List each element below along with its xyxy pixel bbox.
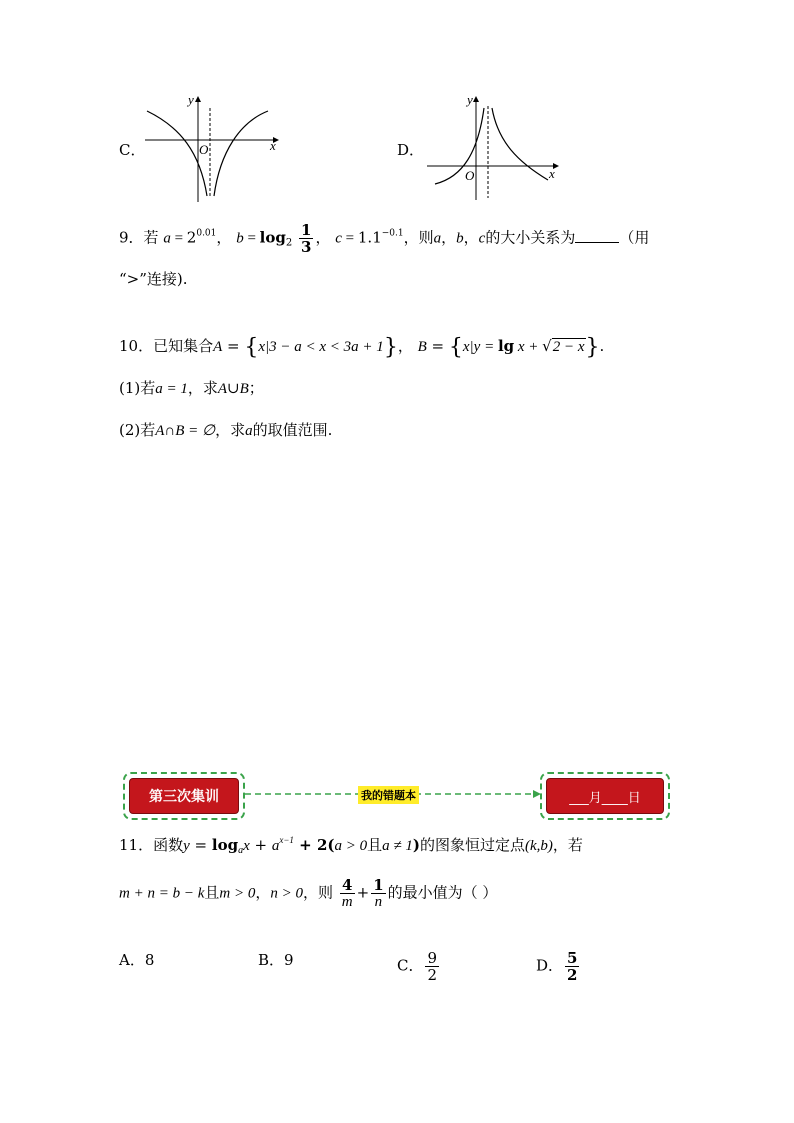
graph-d-origin: O xyxy=(465,168,475,183)
graph-c-x-label: x xyxy=(270,138,276,153)
graph-d-right-branch xyxy=(492,108,548,180)
q11-option-c[interactable]: C． $\frac{9}{2}$ xyxy=(397,949,438,984)
option-c-label: C． xyxy=(119,141,146,159)
question-11-line1: 11．函数$y = \log_ax + a^{x-1} + 2(a > 0$且a ≠ 1)的图象恒过定点(k,b)，若 xyxy=(119,835,583,856)
q9-fraction: $\frac{1}{3}$ xyxy=(301,221,312,256)
question-10-stem: 10．已知集合A = {x|3 − a < x < 3a + 1}， B = {x|y = lg x + √2 − x}. xyxy=(119,335,605,360)
mistake-book-label: 我的错题本 xyxy=(358,786,419,804)
question-11-line2: m + n = b − k且m > 0，n > 0，则 $\frac{4}{m}$ + $\frac{1}{n}$ 的最小值为（ ） xyxy=(119,876,498,910)
question-10-part2: (2)若A∩B = ∅，求a的取值范围. xyxy=(119,421,333,439)
question-10-part1: (1)若a = 1，求A∪B； xyxy=(119,379,264,397)
question-9-line1: 9．若 $a = 2^{0.01}$， $b = \log_2$ $\frac{1}{3}$ ， $c = 1.1^{-0.1}$，则a，b，c的大小关系为 （用 xyxy=(119,221,650,256)
q9-answer-blank[interactable] xyxy=(575,228,619,243)
graph-c xyxy=(145,92,285,202)
graph-d xyxy=(423,92,563,202)
q11-option-a[interactable]: A．8 xyxy=(119,951,155,969)
q11-option-b[interactable]: B．9 xyxy=(258,951,294,969)
graph-c-origin: O xyxy=(199,142,209,157)
graph-d-x-label: x xyxy=(549,166,555,181)
q11-fraction-1n: $\frac{1}{n}$ xyxy=(373,876,384,910)
graph-d-y-label: y xyxy=(467,92,473,107)
q9-number: 9．若 xyxy=(119,228,159,247)
graph-c-right-branch xyxy=(214,111,268,196)
q11-option-d[interactable]: D． $\frac{5}{2}$ xyxy=(536,949,578,984)
option-d-label: D． xyxy=(397,141,425,159)
q11-fraction-4m: $\frac{4}{m}$ xyxy=(341,876,353,910)
date-badge-label: ___月____日 xyxy=(546,778,664,814)
question-9-line2: “>”连接). xyxy=(119,270,188,288)
date-badge xyxy=(540,772,670,820)
training-badge-label: 第三次集训 xyxy=(129,778,239,814)
graph-d-left-branch xyxy=(435,108,484,184)
graph-c-y-label: y xyxy=(188,92,194,107)
training-badge xyxy=(123,772,245,820)
